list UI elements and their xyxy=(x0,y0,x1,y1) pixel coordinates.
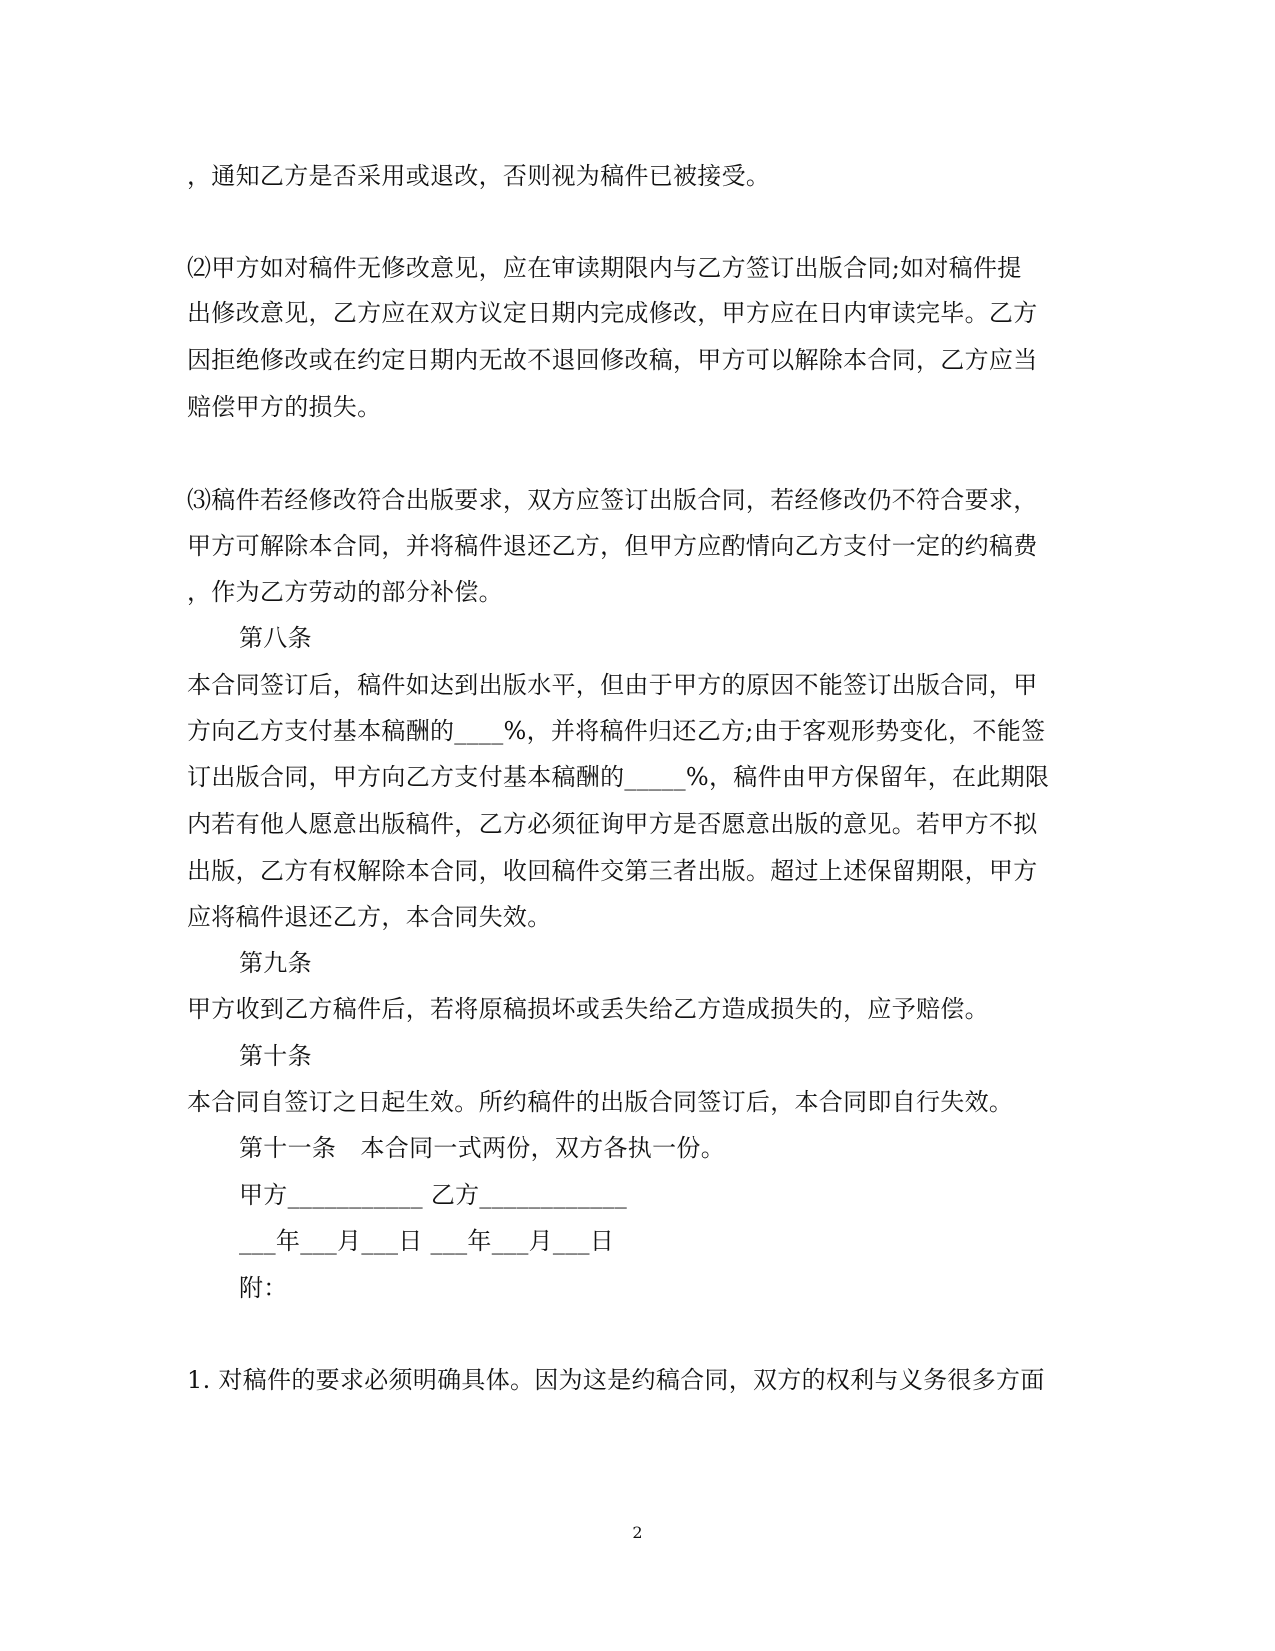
text-line: 方向乙方支付基本稿酬的____%，并将稿件归还乙方;由于客观形势变化，不能签 xyxy=(187,717,1046,745)
text-line: ，作为乙方劳动的部分补偿。 xyxy=(187,578,503,606)
article-heading: 第九条 xyxy=(239,949,312,977)
article-heading: 第十一条 本合同一式两份，双方各执一份。 xyxy=(239,1134,725,1162)
article-heading: 第十条 xyxy=(239,1042,312,1070)
signature-line: 甲方___________ 乙方____________ xyxy=(239,1181,628,1209)
text-line: ⑵甲方如对稿件无修改意见，应在审读期限内与乙方签订出版合同;如对稿件提 xyxy=(187,254,1022,282)
text-line: 赔偿甲方的损失。 xyxy=(187,393,382,421)
text-line: 订出版合同，甲方向乙方支付基本稿酬的_____%，稿件由甲方保留年，在此期限 xyxy=(187,763,1050,791)
text-line: 甲方收到乙方稿件后，若将原稿损坏或丢失给乙方造成损失的，应予赔偿。 xyxy=(187,995,989,1023)
text-line: ⑶稿件若经修改符合出版要求，双方应签订出版合同，若经修改仍不符合要求， xyxy=(187,486,1038,514)
text-line: 出修改意见，乙方应在双方议定日期内完成修改，甲方应在日内审读完毕。乙方 xyxy=(187,299,1038,327)
text-line: 因拒绝修改或在约定日期内无故不退回修改稿，甲方可以解除本合同，乙方应当 xyxy=(187,346,1038,374)
date-line: ___年___月___日 ___年___月___日 xyxy=(239,1227,615,1255)
text-line: ，通知乙方是否采用或退改，否则视为稿件已被接受。 xyxy=(187,162,771,190)
text-line: 本合同自签订之日起生效。所约稿件的出版合同签订后，本合同即自行失效。 xyxy=(187,1088,1014,1116)
text-line: 甲方可解除本合同，并将稿件退还乙方，但甲方应酌情向乙方支付一定的约稿费 xyxy=(187,532,1038,560)
text-line: 出版，乙方有权解除本合同，收回稿件交第三者出版。超过上述保留期限，甲方 xyxy=(187,857,1038,885)
appendix-heading: 附： xyxy=(239,1274,288,1302)
page-number: 2 xyxy=(632,1523,643,1542)
text-line: 1. 对稿件的要求必须明确具体。因为这是约稿合同，双方的权利与义务很多方面 xyxy=(187,1366,1045,1394)
text-line: 内若有他人愿意出版稿件，乙方必须征询甲方是否愿意出版的意见。若甲方不拟 xyxy=(187,810,1038,838)
text-line: 本合同签订后，稿件如达到出版水平，但由于甲方的原因不能签订出版合同，甲 xyxy=(187,671,1038,699)
article-heading: 第八条 xyxy=(239,624,312,652)
text-line: 应将稿件退还乙方，本合同失效。 xyxy=(187,903,552,931)
